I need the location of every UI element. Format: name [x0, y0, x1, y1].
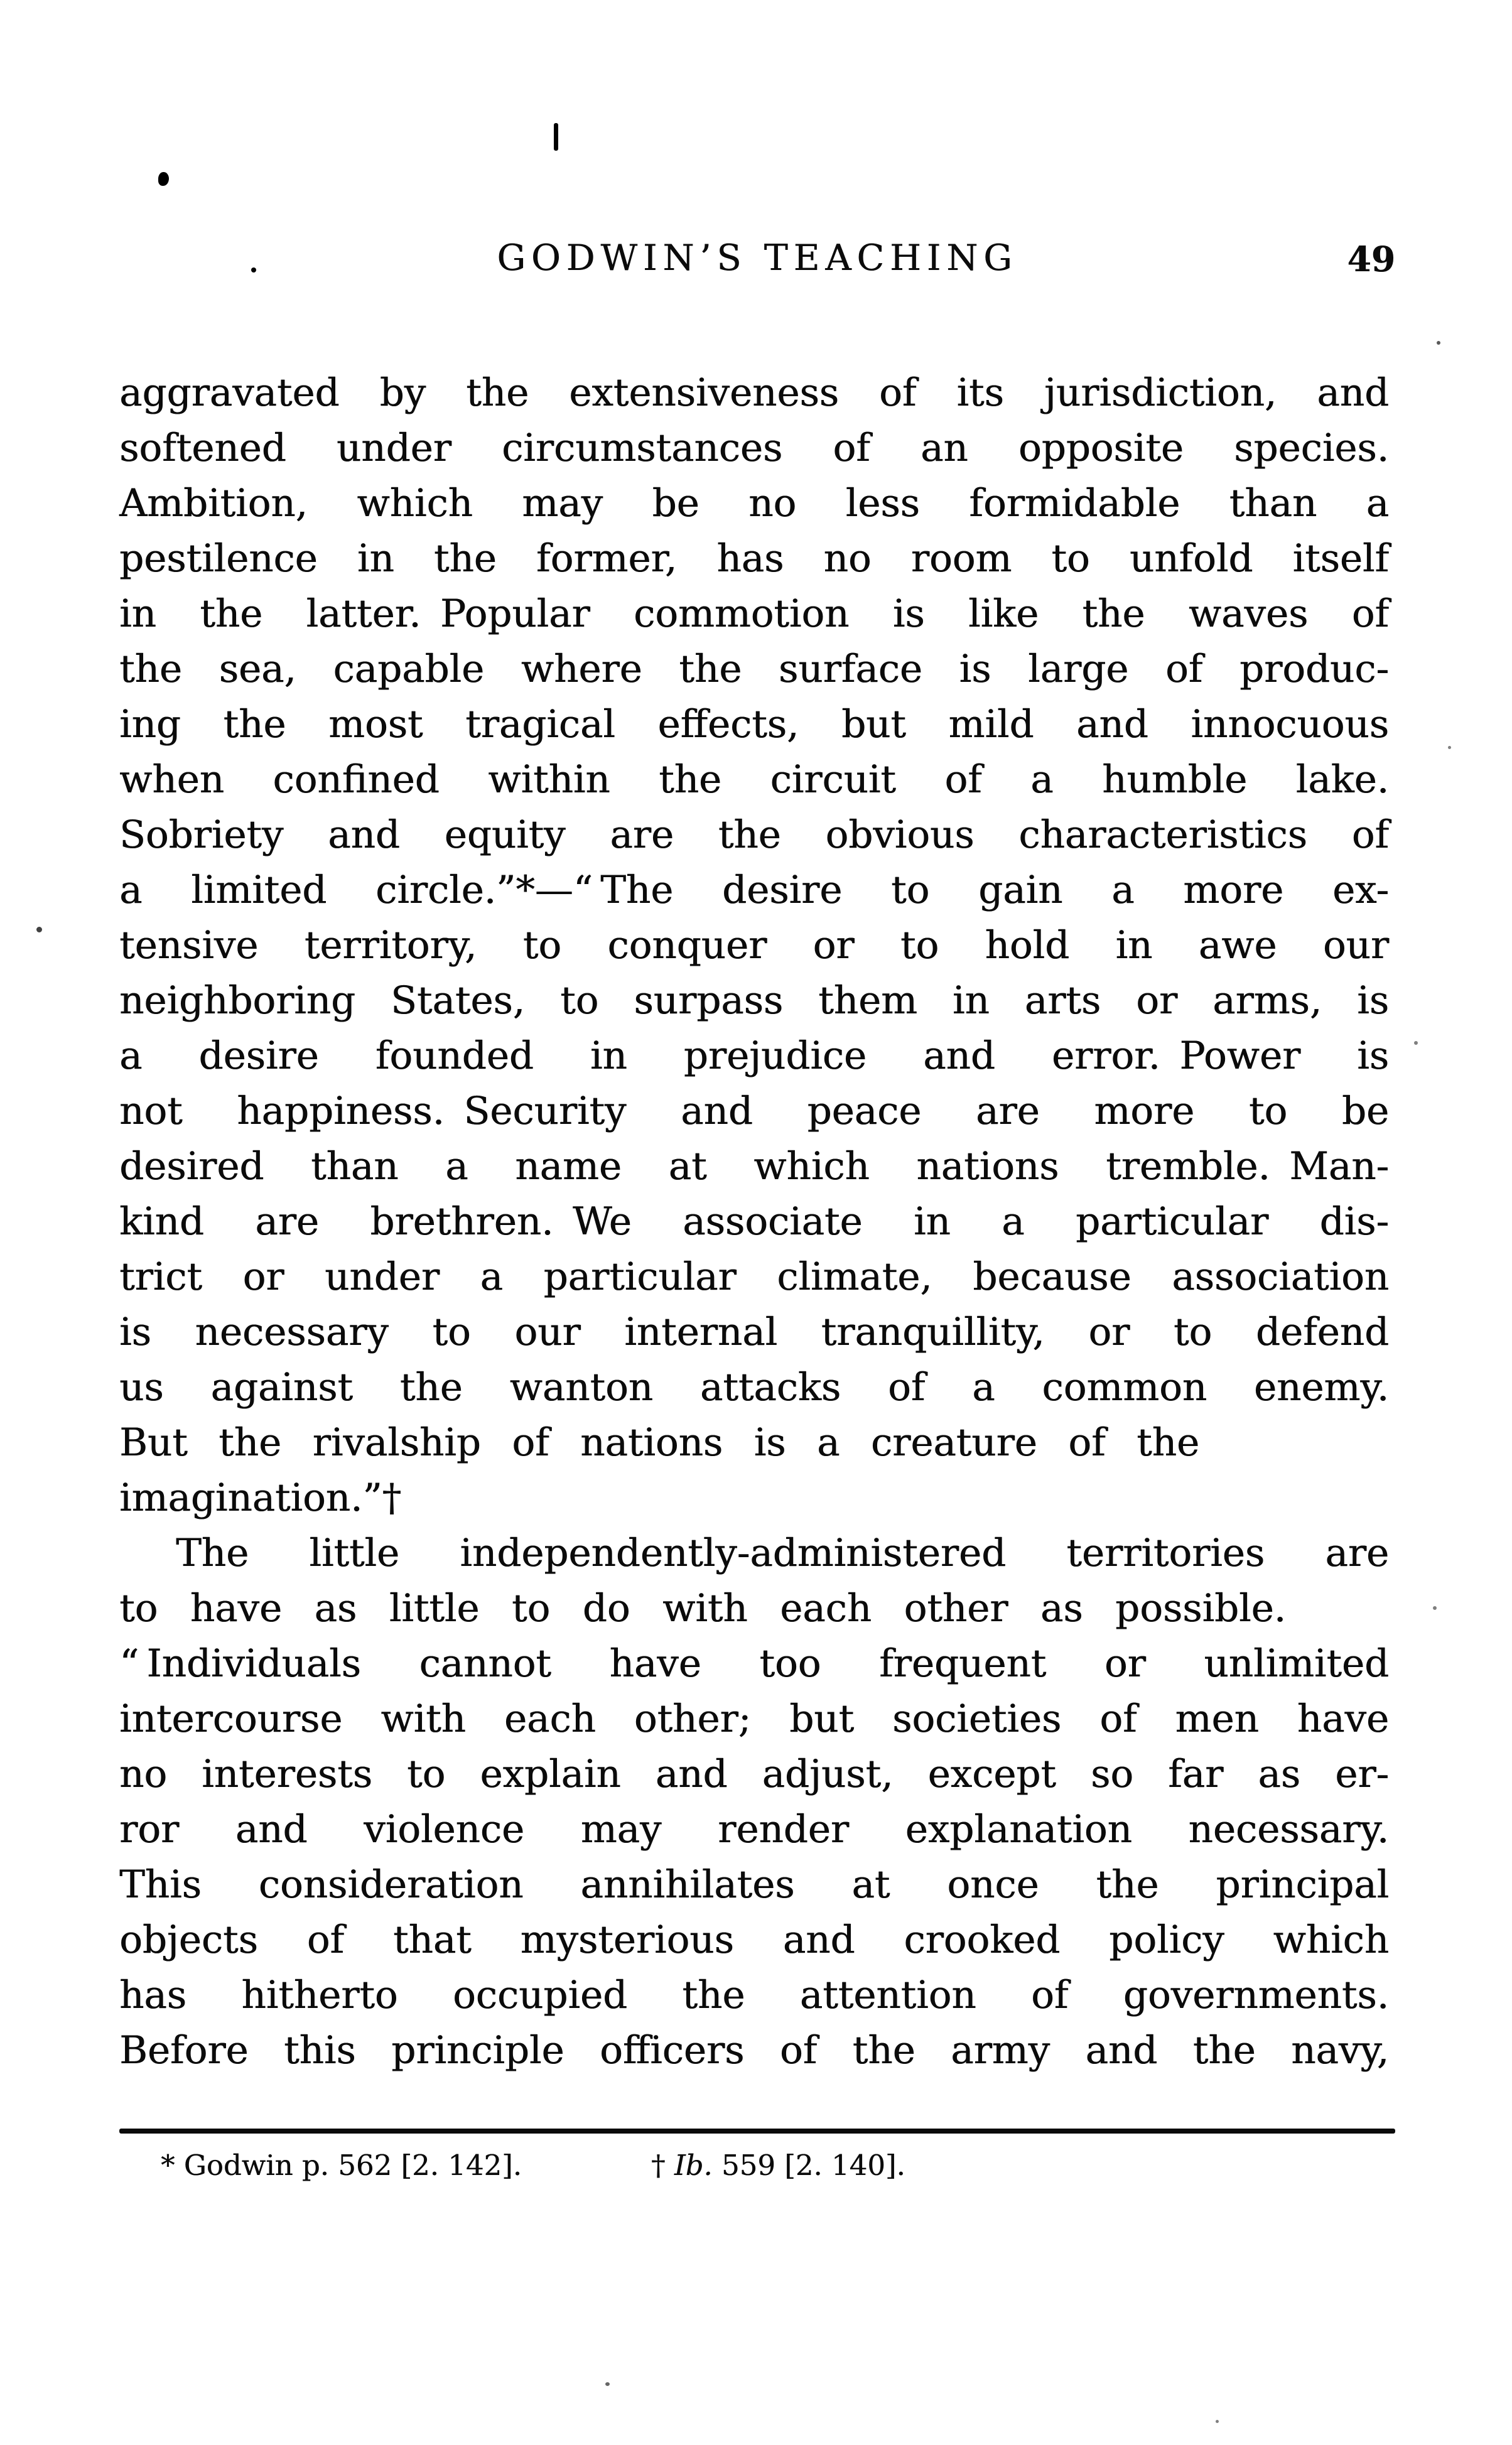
- page-title: GODWIN’S TEACHING: [497, 237, 1018, 279]
- footnote-rule: [119, 2129, 1395, 2134]
- text-line: us against the wanton attacks of a common enemy.: [119, 1365, 1389, 1410]
- text-line: kind are brethren. We associate in a particular dis-: [119, 1199, 1389, 1244]
- ink-speck: [1414, 1041, 1418, 1045]
- text-line-paragraph-end: imagination.”†: [119, 1476, 402, 1520]
- ink-speck: [554, 123, 558, 151]
- text-line: Sobriety and equity are the obvious characteristics of: [119, 812, 1389, 857]
- text-line: a desire founded in prejudice and error. Power is: [119, 1034, 1389, 1078]
- text-line: trict or under a particular climate, because association: [119, 1255, 1389, 1299]
- footnote-star: * Godwin p. 562 [2. 142].: [161, 2149, 522, 2182]
- ink-speck: [158, 172, 169, 186]
- text-line: tensive territory, to conquer or to hold in awe our: [119, 923, 1389, 968]
- ink-speck: [1433, 1606, 1437, 1610]
- text-line: Before this principle officers of the army and the navy,: [119, 2028, 1389, 2073]
- body-text: [119, 365, 1389, 2078]
- footnote-dagger-symbol: †: [651, 2149, 674, 2182]
- text-line: neighboring States, to surpass them in arts or arms, is: [119, 978, 1389, 1023]
- ink-speck: [36, 927, 42, 932]
- text-line: not happiness. Security and peace are more to be: [119, 1089, 1389, 1133]
- text-line: objects of that mysterious and crooked policy which: [119, 1918, 1389, 1962]
- text-line: This consideration annihilates at once the principal: [119, 1862, 1389, 1907]
- running-head: [119, 235, 1395, 286]
- footnote-dagger-source: Ib.: [674, 2149, 713, 2182]
- text-line: when confined within the circuit of a humble lake.: [119, 757, 1389, 802]
- footnote-dagger: [651, 2145, 905, 2186]
- text-line: is necessary to our internal tranquillity, or to defend: [119, 1310, 1389, 1354]
- text-line: to have as little to do with each other as possible.: [119, 1586, 1286, 1631]
- text-line: ing the most tragical effects, but mild and innocuous: [119, 702, 1389, 747]
- ink-speck: [605, 2382, 610, 2386]
- footnote-dagger-reference: 559 [2. 140].: [712, 2149, 905, 2182]
- text-line: “ Individuals cannot have too frequent or unlimited: [119, 1641, 1389, 1686]
- text-line-paragraph-start: The little independently-administered territories are: [176, 1531, 1389, 1575]
- text-line: has hitherto occupied the attention of governments.: [119, 1973, 1389, 2017]
- text-line: a limited circle.”*—“ The desire to gain a more ex-: [119, 868, 1389, 912]
- ink-speck: [1216, 2420, 1219, 2423]
- text-line: ror and violence may render explanation necessary.: [119, 1807, 1389, 1852]
- page-number: 49: [1347, 239, 1395, 279]
- text-line: intercourse with each other; but societies of men have: [119, 1697, 1389, 1741]
- text-line: in the latter. Popular commotion is like the waves of: [119, 591, 1389, 636]
- text-line: the sea, capable where the surface is large of produc-: [119, 647, 1389, 691]
- text-line: desired than a name at which nations tremble. Man-: [119, 1144, 1389, 1189]
- text-line: aggravated by the extensiveness of its jurisdiction, and: [119, 370, 1389, 415]
- ink-speck: [1437, 341, 1440, 345]
- ink-speck: [1448, 746, 1451, 749]
- text-line: pestilence in the former, has no room to unfold itself: [119, 536, 1389, 581]
- text-line: softened under circumstances of an opposite species.: [119, 426, 1389, 470]
- text-line: Ambition, which may be no less formidable than a: [119, 481, 1389, 526]
- ink-speck: [251, 267, 256, 273]
- text-line: no interests to explain and adjust, except so far as er-: [119, 1752, 1389, 1796]
- text-line: But the rivalship of nations is a creature of the: [119, 1420, 1199, 1465]
- footnotes: [119, 2145, 1395, 2189]
